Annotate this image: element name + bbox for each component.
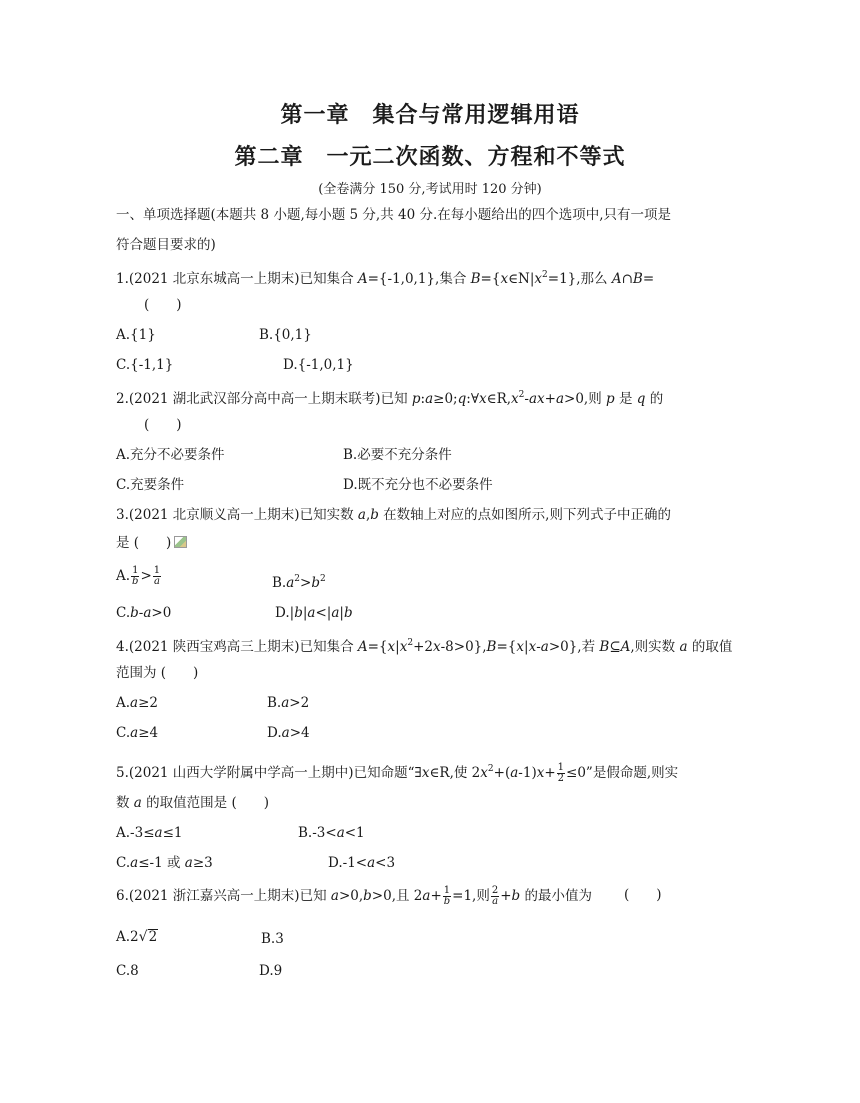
text: -: [536, 639, 541, 655]
var: a: [510, 765, 519, 781]
var: x: [399, 639, 408, 655]
option-c: [116, 854, 213, 872]
exponent: 2: [294, 574, 301, 584]
option-b: B.3: [261, 931, 284, 947]
var: a: [130, 855, 139, 871]
question-6: [116, 886, 592, 907]
var: a: [555, 391, 565, 407]
denominator: [153, 577, 161, 587]
question-1: [116, 266, 654, 288]
text: >0: [151, 605, 172, 621]
numerator: 1: [557, 762, 565, 773]
text: |: [339, 605, 344, 621]
text: ≤-1 或: [138, 855, 185, 871]
text: +2: [413, 639, 433, 655]
text: ,: [365, 507, 371, 523]
option-label: C.: [116, 605, 131, 621]
option-label: A.: [116, 568, 131, 584]
option-a: [116, 824, 182, 842]
section-heading: 一、单项选择题(本题共 8 小题,每小题 5 分,共 40 分.在每小题给出的四个选项中,只有一项是: [116, 207, 672, 223]
denominator: 2: [557, 773, 565, 784]
numerator: 1: [443, 885, 451, 896]
section-heading-cont: 符合题目要求的): [116, 237, 216, 253]
var: A: [357, 639, 368, 655]
option-a: [116, 566, 162, 587]
var: B: [632, 271, 643, 287]
text: ⊆: [609, 639, 621, 655]
var: ax: [528, 391, 545, 407]
option-d: [267, 724, 310, 742]
question-5: [116, 760, 678, 784]
var: a: [422, 888, 431, 904]
text: +: [544, 391, 556, 407]
denominator: [491, 897, 499, 907]
text: |: [524, 639, 529, 655]
text: ≥2: [138, 695, 159, 711]
exponent: 2: [542, 270, 548, 280]
text: +: [430, 888, 442, 904]
text: +: [500, 888, 512, 904]
var: A: [620, 639, 631, 655]
text: 已知命题“∃: [353, 765, 422, 781]
text: ≤0”是假命题,则实: [566, 765, 679, 781]
option-label: B.: [272, 575, 287, 591]
option-a: A.充分不必要条件: [116, 447, 225, 463]
option-label: A.: [116, 695, 131, 711]
text: <3: [375, 855, 396, 871]
text: >4: [289, 725, 310, 741]
option-d: [275, 604, 353, 622]
option-b: B.必要不充分条件: [343, 447, 452, 463]
option-label: D.-1<: [328, 855, 368, 871]
exponent: 2: [407, 638, 414, 648]
text: 的取值范围是 ( ): [141, 795, 269, 811]
text: =1},那么: [547, 271, 612, 287]
numerator: 2: [491, 885, 499, 896]
numerator: 1: [132, 565, 139, 576]
var: a: [130, 695, 139, 711]
option-c: C.{-1,1}: [116, 357, 174, 373]
var: B: [470, 271, 481, 287]
text: 已知实数: [299, 507, 358, 523]
text: ,则实数: [630, 639, 680, 655]
text: >0,且 2: [371, 888, 423, 904]
option-label: A.-3≤: [116, 825, 155, 841]
exponent: 2: [319, 574, 326, 584]
option-a: A.{1}: [116, 327, 156, 343]
question-2: [116, 386, 663, 408]
text: :: [420, 391, 426, 407]
option-label: B.: [267, 695, 282, 711]
text: |: [395, 639, 400, 655]
option-b: [298, 824, 365, 842]
var: B: [486, 639, 497, 655]
question-source: (2021 湖北武汉部分高中高一上期末联考): [128, 391, 381, 407]
question-source: (2021 陕西宝鸡高三上期末): [128, 639, 300, 655]
var: B: [599, 639, 610, 655]
text: +: [544, 765, 556, 781]
text: =: [642, 271, 655, 287]
fraction: [491, 886, 499, 907]
var: x: [478, 391, 487, 407]
question-number: 3.: [116, 507, 129, 523]
sqrt-radicand: 2: [148, 929, 158, 945]
text: :∀: [466, 391, 479, 407]
option-label: C.: [116, 725, 131, 741]
text: 数: [116, 795, 134, 811]
text: ∈R,: [486, 391, 512, 407]
option-label: B.-3<: [298, 825, 337, 841]
var: x: [528, 639, 537, 655]
option-b: [267, 694, 309, 712]
text: >0},若: [548, 639, 600, 655]
option-label: D.|: [275, 605, 295, 621]
option-d: D.{-1,0,1}: [283, 357, 354, 373]
text: -: [524, 391, 529, 407]
text: <1: [344, 825, 365, 841]
option-a: [116, 694, 158, 712]
option-d: D.既不充分也不必要条件: [343, 477, 493, 493]
var: a: [154, 825, 163, 841]
question-4-cont: 范围为 ( ): [116, 665, 199, 681]
fraction: [153, 566, 161, 587]
text: 已知: [299, 888, 331, 904]
answer-paren: ( ): [144, 297, 182, 313]
var: a: [153, 576, 160, 587]
text: 的取值: [687, 639, 733, 655]
option-c: [116, 604, 171, 622]
chapter-title-2: 第二章 一元二次函数、方程和不等式: [234, 145, 626, 170]
option-c: [116, 724, 158, 742]
exponent: 2: [487, 764, 494, 774]
text: 的最小值为: [520, 888, 592, 904]
var: x: [387, 639, 396, 655]
text: +(: [493, 765, 511, 781]
text: 的: [645, 391, 664, 407]
text: -: [138, 605, 144, 621]
question-number: 5.: [116, 765, 129, 781]
exponent: 2: [518, 390, 525, 400]
text: -1): [518, 765, 537, 781]
text: >: [300, 575, 312, 591]
text: 是: [614, 391, 637, 407]
var: b: [363, 888, 372, 904]
text: >0,则: [564, 391, 606, 407]
broken-image-icon: [174, 536, 187, 548]
text: =1,则: [452, 888, 490, 904]
var: b: [294, 605, 303, 621]
var: a: [281, 695, 290, 711]
option-c: C.8: [116, 963, 139, 979]
question-source: (2021 北京东城高一上期末): [128, 271, 300, 287]
text: 已知集合: [299, 271, 358, 287]
exam-note: (全卷满分 150 分,考试用时 120 分钟): [318, 182, 542, 197]
question-5-cont: [116, 794, 269, 812]
text: ≥3: [192, 855, 213, 871]
var: A: [357, 271, 368, 287]
var: a: [286, 575, 295, 591]
var: x: [534, 271, 543, 287]
sqrt-sign: √: [138, 929, 148, 945]
question-source: (2021 浙江嘉兴高一上期末): [128, 888, 300, 904]
chapter-title-1: 第一章 集合与常用逻辑用语: [280, 103, 580, 128]
var: q: [636, 391, 646, 407]
var: x: [421, 765, 430, 781]
text: ∈R,使 2: [429, 765, 481, 781]
option-label: A.2: [116, 929, 139, 945]
question-4: [116, 634, 732, 656]
var: a: [281, 725, 290, 741]
option-d: D.9: [259, 963, 283, 979]
var: a: [130, 725, 139, 741]
answer-paren: ( ): [144, 417, 182, 433]
text: ∩: [621, 271, 633, 287]
var: x: [480, 765, 488, 781]
text: ={: [480, 271, 501, 287]
text: <|: [315, 605, 332, 621]
var: a: [425, 391, 434, 407]
text: 是 ( ): [116, 535, 172, 551]
text: ={: [496, 639, 517, 655]
text: ∈N|: [508, 271, 535, 287]
option-b: [272, 570, 326, 592]
text: >: [140, 568, 152, 584]
var: a: [357, 507, 366, 523]
fraction: [557, 763, 565, 784]
text: 在数轴上对应的点如图所示,则下列式子中正确的: [378, 507, 671, 523]
option-d: [328, 854, 395, 872]
text: 已知集合: [299, 639, 358, 655]
var: a: [492, 896, 499, 907]
var: p: [606, 391, 615, 407]
var: p: [411, 391, 421, 407]
var: x: [432, 639, 441, 655]
question-source: (2021 北京顺义高一上期末): [128, 507, 300, 523]
var: a: [540, 639, 549, 655]
var: a: [330, 888, 339, 904]
var: x: [536, 765, 545, 781]
text: 已知: [380, 391, 412, 407]
fraction: [131, 566, 139, 587]
var: a: [367, 855, 376, 871]
denominator: [443, 897, 451, 907]
question-number: 1.: [116, 271, 129, 287]
var: b: [511, 888, 521, 904]
var: q: [457, 391, 467, 407]
var: b: [443, 896, 451, 907]
option-c: C.充要条件: [116, 477, 185, 493]
option-label: C.: [116, 855, 131, 871]
text: ={: [367, 639, 388, 655]
question-source: (2021 山西大学附属中学高一上期中): [128, 765, 354, 781]
option-a: [116, 928, 158, 946]
fraction: [443, 886, 451, 907]
text: ≥4: [138, 725, 159, 741]
var: A: [611, 271, 622, 287]
var: a: [679, 639, 688, 655]
text: >0,: [338, 888, 364, 904]
text: ={-1,0,1},集合: [367, 271, 471, 287]
denominator: [131, 577, 139, 587]
option-label: D.: [267, 725, 282, 741]
var: a: [184, 855, 193, 871]
var: a: [143, 605, 152, 621]
text: >2: [289, 695, 310, 711]
question-number: 4.: [116, 639, 129, 655]
var: a: [331, 605, 340, 621]
text: |: [302, 605, 308, 621]
numerator: 1: [153, 565, 161, 576]
answer-paren: ( ): [624, 887, 662, 903]
var: b: [311, 575, 320, 591]
var: x: [511, 391, 519, 407]
var: x: [500, 271, 509, 287]
text: ≤1: [162, 825, 183, 841]
var: b: [132, 576, 139, 587]
var: b: [130, 605, 139, 621]
question-number: 6.: [116, 888, 129, 904]
var: x: [516, 639, 524, 655]
text: -8>0},: [440, 639, 487, 655]
question-3: [116, 506, 671, 524]
var: a: [336, 825, 345, 841]
text: ≥0;: [433, 391, 458, 407]
var: b: [343, 605, 353, 621]
var: a: [307, 605, 316, 621]
question-number: 2.: [116, 391, 129, 407]
question-3-cont: [116, 534, 187, 552]
option-b: B.{0,1}: [259, 327, 312, 343]
var: a: [133, 795, 142, 811]
var: b: [370, 507, 379, 523]
